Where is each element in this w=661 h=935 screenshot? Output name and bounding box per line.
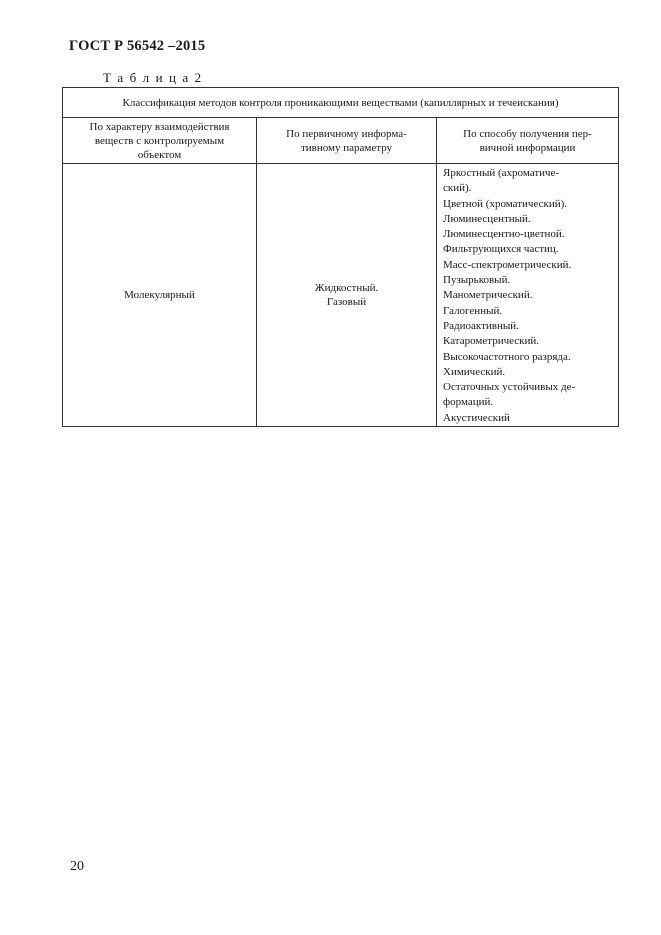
- table-title: Классификация методов контроля проникающими веществами (капиллярных и течеискания): [63, 88, 619, 118]
- header-line: По первичному информа-: [286, 127, 407, 140]
- table-title-row: [63, 88, 619, 118]
- table-label: Т а б л и ц а 2: [103, 70, 203, 85]
- parameter-cell: [257, 164, 437, 427]
- header-line: По характеру взаимодействия: [89, 120, 230, 133]
- method-item: Пузырьковый.: [443, 274, 511, 287]
- table-body-row: [63, 164, 619, 427]
- column-header-row: [63, 118, 619, 164]
- method-item: Манометрический.: [443, 289, 533, 302]
- method-item: Цветной (хроматический).: [443, 197, 568, 210]
- method-item: Галогенный.: [443, 304, 503, 317]
- method-item: Радиоактивный.: [443, 319, 519, 332]
- method-item: Люминесцентный.: [443, 212, 531, 225]
- page-number: 20: [70, 859, 84, 874]
- method-item: формаций.: [443, 396, 494, 409]
- method-item: ский).: [443, 182, 472, 195]
- method-item: Масс-спектрометрический.: [443, 258, 572, 271]
- classification-table: [62, 87, 619, 427]
- column-header-interaction: [63, 118, 257, 164]
- method-item: Катарометрический.: [443, 335, 540, 348]
- interaction-cell: Молекулярный: [63, 164, 257, 427]
- methods-cell: [437, 164, 619, 427]
- column-header-method: [437, 118, 619, 164]
- document-code: ГОСТ Р 56542 –2015: [69, 38, 206, 54]
- header-line: тивному параметру: [300, 141, 393, 154]
- column-header-parameter: [257, 118, 437, 164]
- parameter-item: Жидкостный.: [314, 282, 379, 295]
- header-line: объектом: [137, 148, 182, 161]
- header-line: вичной информации: [479, 141, 576, 154]
- method-item: Остаточных устойчивых де-: [443, 381, 576, 394]
- method-item: Акустический: [443, 411, 510, 424]
- method-item: Яркостный (ахроматиче-: [443, 167, 560, 179]
- header-line: По способу получения пер-: [463, 127, 592, 140]
- parameter-item: Газовый: [326, 296, 367, 309]
- method-item: Люминесцентно-цветной.: [443, 228, 565, 241]
- method-item: Химический.: [443, 365, 506, 378]
- method-item: Фильтрующихся частиц.: [443, 243, 559, 256]
- method-item: Высокочастотного разряда.: [443, 350, 571, 363]
- header-line: веществ с контролируемым: [94, 134, 225, 147]
